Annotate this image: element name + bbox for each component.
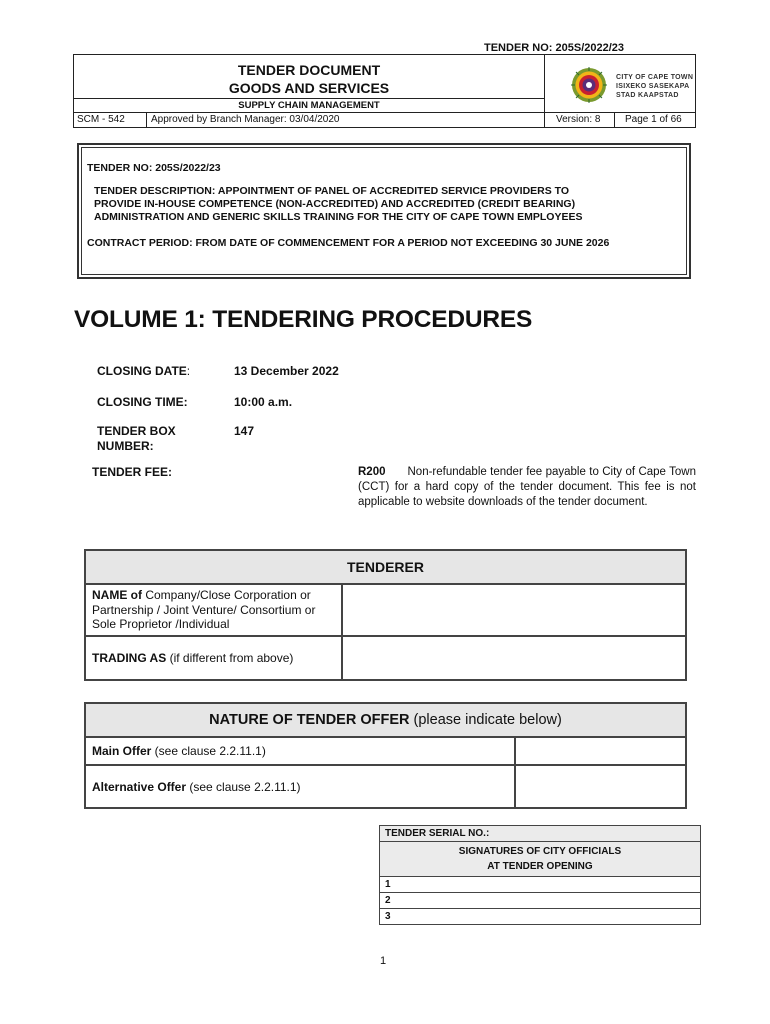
logo-text-line: CITY OF CAPE TOWN	[616, 74, 694, 81]
signature-row[interactable]: 3	[380, 909, 701, 925]
version-label: Version: 8	[556, 114, 601, 125]
header-subtitle: SUPPLY CHAIN MANAGEMENT	[238, 100, 380, 111]
trading-as-field[interactable]	[342, 636, 686, 680]
tender-box-number: 147	[234, 424, 255, 438]
tender-fee-description: Non-refundable tender fee payable to City of Cape Town (CCT) for a hard copy of the tender document. This fee is not applicable to website downloads of the tender document.	[358, 466, 696, 508]
alternative-offer-label	[85, 765, 515, 808]
page-count: Page 1 of 66	[625, 114, 682, 125]
city-logo-icon	[571, 67, 607, 103]
header-divider	[544, 54, 545, 128]
tender-description-line: TENDER DESCRIPTION: APPOINTMENT OF PANEL OF ACCREDITED SERVICE PROVIDERS TO	[94, 185, 570, 197]
document-title-line1: TENDER DOCUMENT	[237, 62, 381, 78]
header-divider	[73, 112, 696, 113]
tender-fee-amount: R200	[358, 466, 386, 478]
tender-box-label	[97, 424, 176, 454]
trading-as-rest: (if different from above)	[166, 650, 294, 665]
closing-date-value: 13 December 2022	[234, 364, 339, 378]
serial-title: TENDER SERIAL NO.:	[380, 826, 701, 842]
offer-heading	[85, 703, 686, 737]
tender-number: TENDER NO: 205S/2022/23	[87, 162, 221, 174]
tenderer-name-label	[85, 584, 342, 636]
document-title	[74, 61, 544, 97]
tenderer-name-bold: NAME of	[92, 588, 142, 602]
main-offer-rest: (see clause 2.2.11.1)	[151, 744, 266, 758]
top-tender-number: TENDER NO: 205S/2022/23	[484, 42, 625, 54]
tenderer-table	[84, 549, 687, 681]
signatures-heading-line: AT TENDER OPENING	[487, 861, 593, 872]
header-divider	[73, 98, 545, 99]
main-offer-bold: Main Offer	[92, 744, 152, 758]
offer-heading-bold: NATURE OF TENDER OFFER	[209, 712, 410, 728]
header-divider	[146, 112, 147, 128]
scm-code: SCM - 542	[77, 114, 125, 125]
tender-description-line: ADMINISTRATION AND GENERIC SKILLS TRAINING FOR THE CITY OF CAPE TOWN EMPLOYEES	[94, 211, 583, 223]
signatures-heading-line: SIGNATURES OF CITY OFFICIALS	[458, 846, 622, 857]
trading-as-bold: TRADING AS	[92, 650, 167, 665]
main-offer-label	[85, 737, 515, 765]
signatures-heading	[380, 842, 701, 877]
contract-period: CONTRACT PERIOD: FROM DATE OF COMMENCEMENT FOR A PERIOD NOT EXCEEDING 30 JUNE 2026	[87, 237, 610, 249]
signature-row[interactable]: 2	[380, 893, 701, 909]
logo-text-line: ISIXEKO SASEKAPA	[616, 83, 690, 90]
alternative-offer-bold: Alternative Offer	[92, 779, 187, 794]
tender-serial-table	[379, 825, 701, 925]
alternative-offer-rest: (see clause 2.2.11.1)	[186, 779, 301, 794]
closing-time-label: CLOSING TIME:	[97, 395, 188, 409]
header-divider	[614, 112, 615, 128]
logo-text-line: STAD KAAPSTAD	[616, 92, 679, 99]
tender-description-line: PROVIDE IN-HOUSE COMPETENCE (NON-ACCREDITED) AND ACCREDITED (CREDIT BEARING)	[94, 198, 576, 210]
page-number: 1	[380, 955, 387, 967]
offer-heading-rest: (please indicate below)	[409, 712, 562, 728]
tenderer-heading: TENDERER	[85, 550, 686, 584]
tender-box-label-line: TENDER BOX	[97, 424, 176, 438]
closing-time-value: 10:00 a.m.	[234, 395, 293, 409]
volume-title: VOLUME 1: TENDERING PROCEDURES	[74, 306, 533, 333]
document-title-line2: GOODS AND SERVICES	[228, 80, 390, 96]
tender-fee-text	[358, 465, 696, 510]
tenderer-name-field[interactable]	[342, 584, 686, 636]
tenderer-name-rest: Company/Close Corporation or Partnership / Joint Venture/ Consortium or Sole Proprietor /Individual	[92, 588, 316, 631]
signature-row[interactable]: 1	[380, 877, 701, 893]
alternative-offer-field[interactable]	[515, 765, 686, 808]
tender-box-label-line: NUMBER:	[97, 439, 154, 453]
trading-as-label	[85, 636, 342, 680]
approval-note: Approved by Branch Manager: 03/04/2020	[151, 114, 340, 125]
main-offer-field[interactable]	[515, 737, 686, 765]
tender-fee-label: TENDER FEE:	[92, 465, 173, 479]
closing-date-label: CLOSING DATE:	[97, 364, 191, 378]
tender-offer-table	[84, 702, 687, 809]
